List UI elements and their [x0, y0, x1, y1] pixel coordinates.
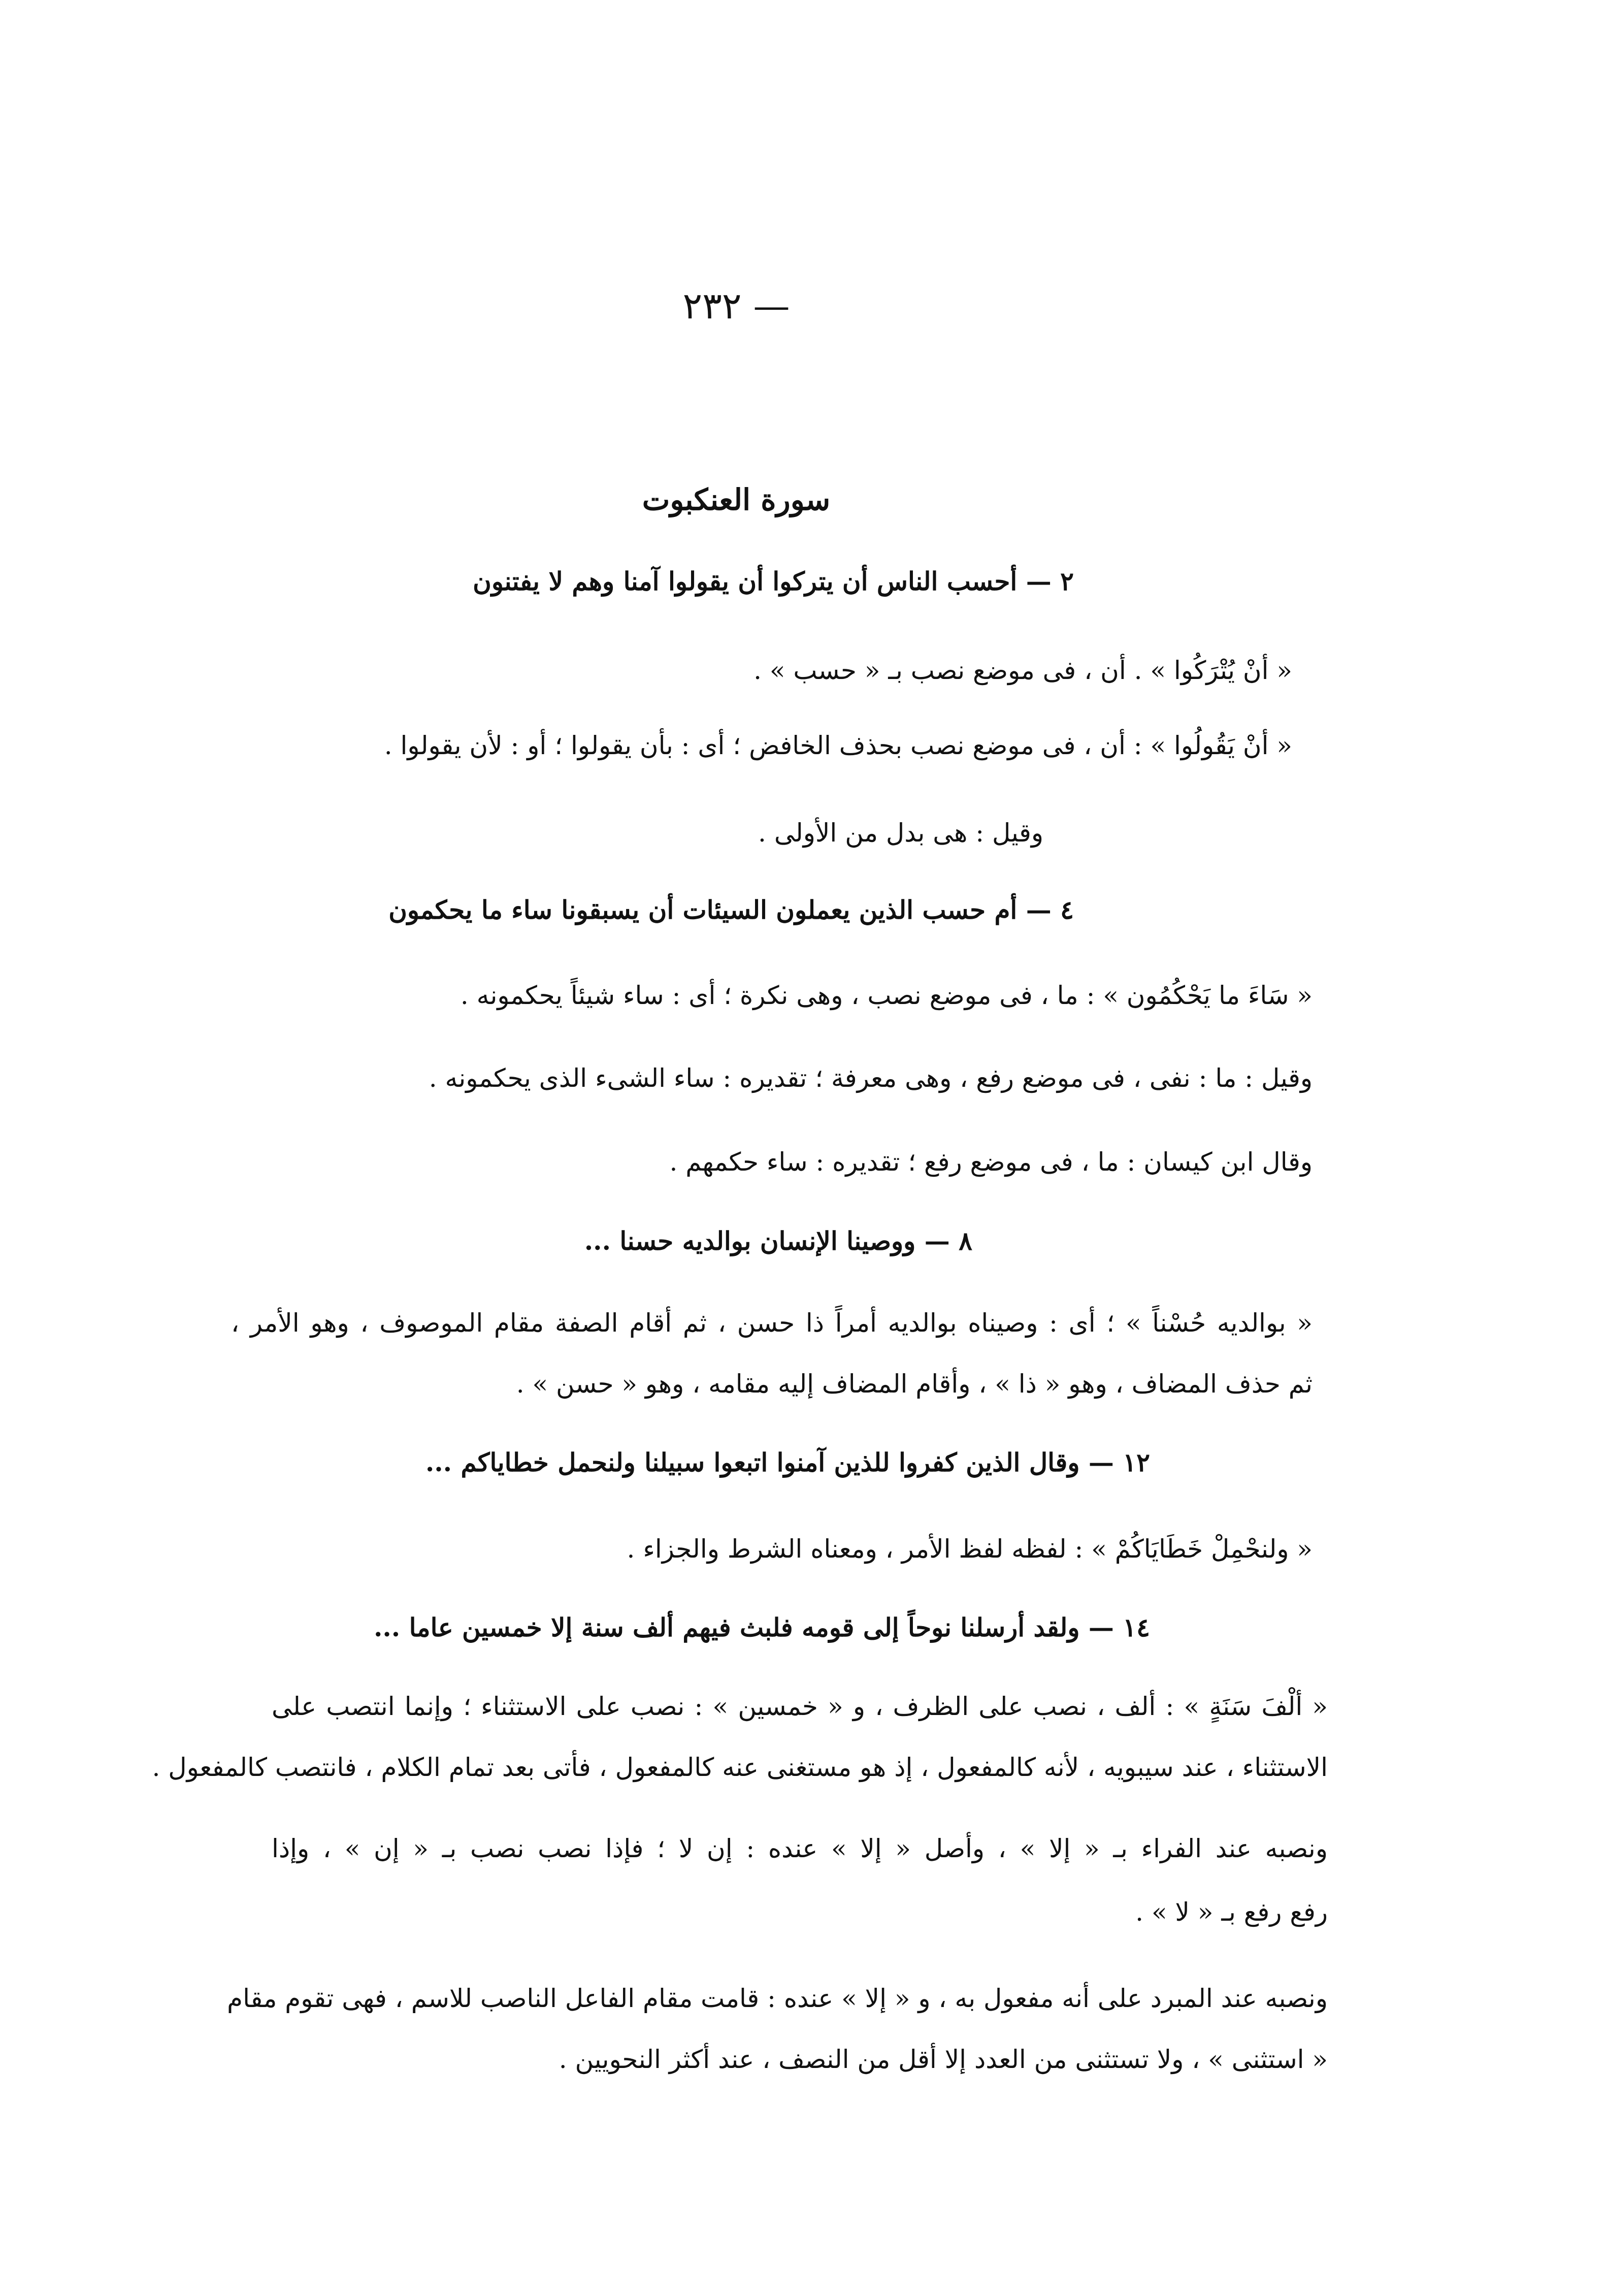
text-line: « بوالديه حُسْناً » ؛ أى : وصيناه بوالديه أمراً ذا حسن ، ثم أقام الصفة مقام الموصوف ، وهو الأمر ،: [231, 1308, 1313, 1338]
text-line: رفع رفع بـ « لا » .: [1135, 1897, 1328, 1927]
text-line: « استثنى » ، ولا تستثنى من العدد إلا أقل من النصف ، عند أكثر النحويين .: [559, 2045, 1328, 2074]
text-line: « أنْ يَقُولُوا » : أن ، فى موضع نصب بحذف الخافض ؛ أى : بأن يقولوا ؛ أو : لأن يقولوا .: [384, 731, 1292, 760]
text-line: وقيل : هى بدل من الأولى .: [758, 818, 1043, 848]
text-line: « سَاءَ ما يَحْكُمُون » : ما ، فى موضع نصب ، وهى نكرة ؛ أى : ساء شيئاً يحكمونه .: [460, 981, 1313, 1010]
text-line: الاستثناء ، عند سيبويه ، لأنه كالمفعول ، إذ هو مستغنى عنه كالمفعول ، فأتى بعد تمام الكلام ، فانتصب كالمفعول .: [152, 1753, 1328, 1782]
verse-line: ٢ — أحسب الناس أن يتركوا أن يقولوا آمنا وهم لا يفتنون: [473, 566, 1074, 596]
text-line: وقيل : ما : نفى ، فى موضع رفع ، وهى معرفة ؛ تقديره : ساء الشىء الذى يحكمونه .: [429, 1063, 1313, 1093]
verse-line: ١٢ — وقال الذين كفروا للذين آمنوا اتبعوا سبيلنا ولنحمل خطاياكم ...: [425, 1447, 1150, 1477]
verse-line: ٤ — أم حسب الذين يعملون السيئات أن يسبقونا ساء ما يحكمون: [388, 895, 1074, 925]
text-line: « ألْفَ سَنَةٍ » : ألف ، نصب على الظرف ، و « خمسين » : نصب على الاستثناء ؛ وإنما انتصب على: [272, 1692, 1328, 1721]
text-line: وقال ابن كيسان : ما ، فى موضع رفع ؛ تقديره : ساء حكمهم .: [669, 1147, 1313, 1177]
text-line: « أنْ يُتْرَكُوا » . أن ، فى موضع نصب بـ « حسب » .: [753, 656, 1292, 685]
verse-line: ١٤ — ولقد أرسلنا نوحاً إلى قومه فلبث فيهم ألف سنة إلا خمسين عاما ...: [373, 1612, 1150, 1642]
verse-line: ٨ — ووصينا الإنسان بوالديه حسنا ...: [584, 1226, 972, 1256]
surah-title: سورة العنكبوت: [642, 482, 831, 517]
text-line: ثم حذف المضاف ، وهو « ذا » ، وأقام المضاف إليه مقامه ، وهو « حسن » .: [516, 1369, 1313, 1399]
text-line: ونصبه عند الفراء بـ « إلا » ، وأصل « إلا » عنده : إن لا ؛ فإذا نصب نصب بـ « إن » ، وإذا: [272, 1834, 1328, 1863]
text-line: « ولنحْمِلْ خَطَايَاكُمْ » : لفظه لفظ الأمر ، ومعناه الشرط والجزاء .: [627, 1534, 1313, 1564]
text-line: ونصبه عند المبرد على أنه مفعول به ، و « إلا » عنده : قامت مقام الفاعل الناصب للاسم ، فهى تقوم مقام: [227, 1984, 1328, 2013]
page-number: — ٢٣٢: [682, 284, 790, 327]
